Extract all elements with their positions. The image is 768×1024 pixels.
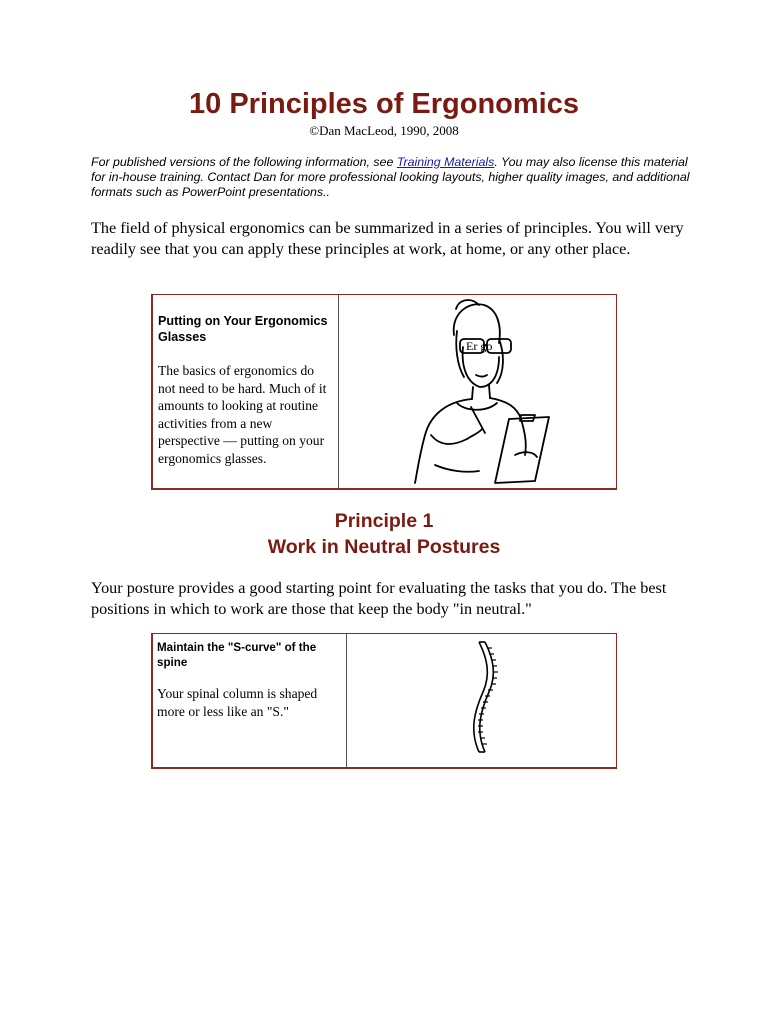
page-title: 10 Principles of Ergonomics bbox=[189, 88, 579, 120]
glasses-lens-text: Er go bbox=[466, 339, 493, 353]
glasses-illustration-cell bbox=[339, 295, 616, 488]
spine-illustration-cell bbox=[347, 634, 616, 767]
glasses-box bbox=[151, 294, 617, 490]
publication-note bbox=[91, 155, 691, 200]
glasses-text-cell bbox=[153, 295, 339, 488]
principle-name: Work in Neutral Postures bbox=[267, 536, 501, 558]
glasses-body: The basics of ergonomics do not need to be hard. Much of it amounts to looking at routine activities from a new perspective — putting on your ergonomics glasses. bbox=[158, 363, 327, 466]
note-text-before: For published versions of the following information, see bbox=[91, 155, 397, 169]
glasses-heading: Putting on Your Ergonomics Glasses bbox=[158, 314, 328, 344]
intro-paragraph: The field of physical ergonomics can be summarized in a series of principles. You will very readily see that you can apply these principles at work, at home, or any other place. bbox=[91, 219, 684, 258]
training-materials-link[interactable]: Training Materials bbox=[396, 155, 495, 169]
principle-number: Principle 1 bbox=[334, 510, 434, 532]
principle-paragraph: Your posture provides a good starting point for evaluating the tasks that you do. The best positions in which to work are those that keep the body "in neutral." bbox=[91, 579, 667, 618]
spine-text-cell bbox=[153, 634, 347, 767]
spine-heading: Maintain the "S-curve" of the spine bbox=[157, 641, 317, 669]
spine-s-curve-illustration bbox=[347, 634, 617, 766]
spine-box bbox=[151, 633, 617, 769]
woman-with-clipboard-illustration bbox=[339, 295, 617, 487]
note-text-after: . You may also license this material for in-house training. Contact Dan for more professional looking layouts, higher quality images, and additional formats such as PowerPoint presentations.. bbox=[91, 155, 690, 199]
copyright-line: ©Dan MacLeod, 1990, 2008 bbox=[309, 123, 459, 138]
spine-body: Your spinal column is shaped more or less like an "S." bbox=[157, 686, 318, 719]
